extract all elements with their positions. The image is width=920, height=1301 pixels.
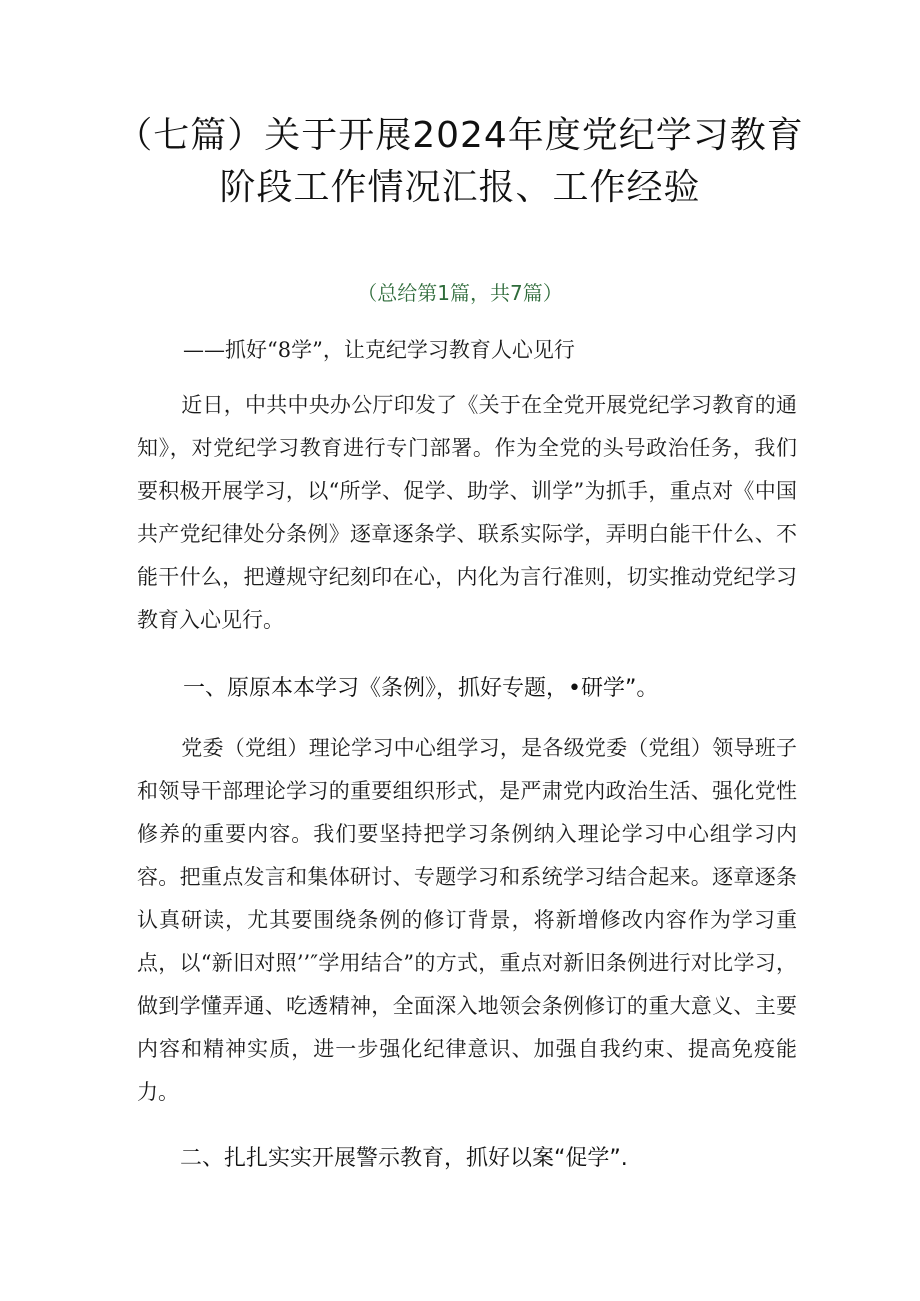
section-heading-1: 一、原原本本学习《条例》，抓好专题，•研学”。 [183, 676, 659, 701]
paragraph-section-1-text: 党委（党组）理论学习中心组学习，是各级党委（党组）领导班子和领导干部理论学习的重要组织形式，是严肃党内政治生活、强化党性修养的重要内容。我们要坚持把学习条例纳入理论学习中心组学习内容。把重点发言和集体研讨、专题学习和系统学习结合起来。逐章逐条认真研读，尤其要围绕条例的修订背景，将新增修改内容作为学习重点，以“新旧对照’’″学用结合”的方式，重点对新旧条例进行对比学习，做到学懂弄通、吃透精神，全面深入地领会条例修订的重大意义、主要内容和精神实质，进一步强化纪律意识、加强自我约束、提高免疫能力。 [137, 736, 797, 1104]
document-subtitle: （总给第1篇，共7篇） [357, 281, 563, 305]
paragraph-intro-text: 近日，中共中央办公厅印发了《关于在全党开展党纪学习教育的通知》，对党纪学习教育进行专门部署。作为全党的头号政治任务，我们要积极开展学习，以“所学、促学、助学、训学”为抓手，重点对《中国共产党纪律处分条例》逐章逐条学、联系实际学，弄明白能干什么、不能干什么，把遵规守纪刻印在心，内化为言行准则，切实推动党纪学习教育入心见行。 [137, 393, 797, 632]
section-heading-2: 二、扎扎实实开展警示教育，抓好以案“促学”. [180, 1146, 628, 1171]
document-title-line-1: （七篇）关于开展2024年度党纪学习教育 [116, 115, 804, 156]
document-tagline: ——抓好“8学”，让克纪学习教育人心见行 [183, 338, 575, 362]
paragraph-intro [137, 384, 797, 642]
document-title-line-2: 阶段工作情况汇报、工作经验 [219, 167, 701, 208]
paragraph-section-1 [137, 727, 797, 1114]
